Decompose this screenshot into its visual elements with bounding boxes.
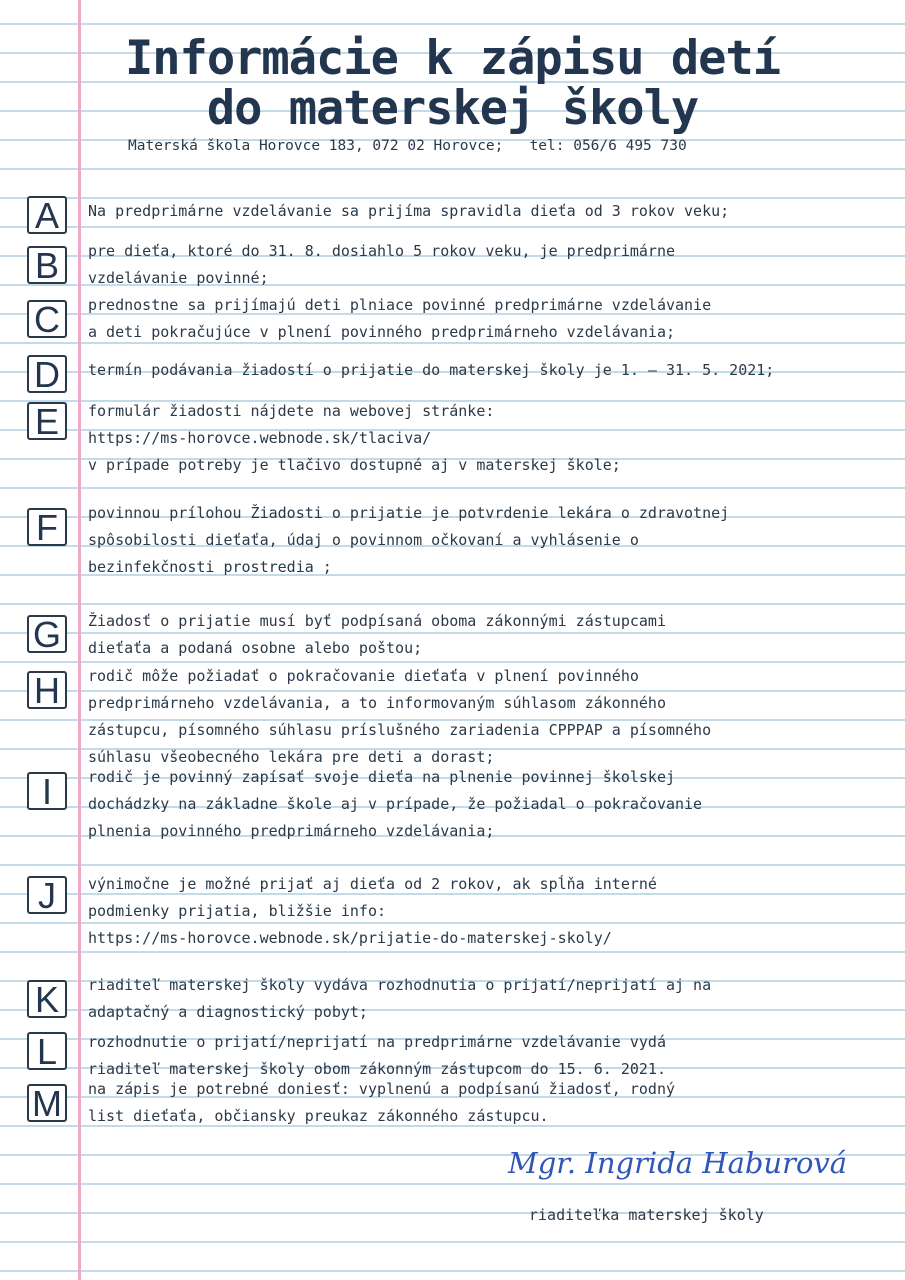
item-text-line: bezinfekčnosti prostredia ; [88, 558, 332, 576]
item-text-line: vzdelávanie povinné; [88, 269, 269, 287]
item-letter-badge: L [27, 1032, 67, 1070]
item-text-line: zástupcu, písomného súhlasu príslušného zariadenia CPPPAP a písomného [88, 721, 712, 739]
item-letter-badge: A [27, 196, 67, 234]
item-text-line: https://ms-horovce.webnode.sk/tlaciva/ [88, 429, 432, 447]
item-text [88, 871, 878, 952]
item-letter-badge: D [27, 355, 67, 393]
item-text-line: Žiadosť o prijatie musí byť podpísaná oboma zákonnými zástupcami [88, 612, 666, 630]
item-letter-badge: J [27, 876, 67, 914]
item-letter-badge: H [27, 671, 67, 709]
item-text-line: riaditeľ materskej školy obom zákonným zástupcom do 15. 6. 2021. [88, 1060, 666, 1078]
signature-role: riaditeľka materskej školy [529, 1206, 764, 1224]
item-text-line: list dieťaťa, občiansky preukaz zákonného zástupcu. [88, 1107, 549, 1125]
item-text-line: rodič môže požiadať o pokračovanie dieťaťa v plnení povinného [88, 667, 639, 685]
item-letter-badge: I [27, 772, 67, 810]
item-text-line: výnimočne je možné prijať aj dieťa od 2 rokov, ak spĺňa interné [88, 875, 657, 893]
item-text [88, 198, 878, 225]
item-letter-badge: F [27, 508, 67, 546]
item-text-line: rozhodnutie o prijatí/neprijatí na predprimárne vzdelávanie vydá [88, 1033, 666, 1051]
item-letter-badge: M [27, 1084, 67, 1122]
item-text-line: https://ms-horovce.webnode.sk/prijatie-do-materskej-skoly/ [88, 929, 612, 947]
item-text-line: formulár žiadosti nájdete na webovej stránke: [88, 402, 495, 420]
item-text-line: dieťaťa a podaná osobne alebo poštou; [88, 639, 423, 657]
signature-name: Mgr. Ingrida Haburová [508, 1146, 848, 1180]
item-text-line: predprimárneho vzdelávania, a to informovaným súhlasom zákonného [88, 694, 666, 712]
item-text [88, 1076, 878, 1130]
item-text [88, 972, 878, 1026]
item-text-line: súhlasu všeobecného lekára pre deti a dorast; [88, 748, 495, 766]
item-text-line: termín podávania žiadostí o prijatie do materskej školy je 1. – 31. 5. 2021; [88, 361, 775, 379]
item-text-line: a deti pokračujúce v plnení povinného predprimárneho vzdelávania; [88, 323, 675, 341]
item-text [88, 608, 878, 662]
item-text-line: povinnou prílohou Žiadosti o prijatie je potvrdenie lekára o zdravotnej [88, 504, 730, 522]
item-text-line: Na predprimárne vzdelávanie sa prijíma spravidla dieťa od 3 rokov veku; [88, 202, 730, 220]
page-title-line-1: Informácie k zápisu detí [124, 31, 781, 86]
item-text [88, 292, 878, 346]
item-text-line: v prípade potreby je tlačivo dostupné aj v materskej škole; [88, 456, 621, 474]
item-text-line: prednostne sa prijímajú deti plniace povinné predprimárne vzdelávanie [88, 296, 712, 314]
notebook-margin-line [78, 0, 81, 1280]
item-letter-badge: G [27, 615, 67, 653]
item-text [88, 764, 878, 845]
item-text-line: plnenia povinného predprimárneho vzdelávania; [88, 822, 495, 840]
page-title-line-2: do materskej školy [206, 81, 699, 136]
item-text [88, 500, 878, 581]
item-text-line: spôsobilosti dieťaťa, údaj o povinnom očkovaní a vyhlásenie o [88, 531, 639, 549]
item-text-line: adaptačný a diagnostický pobyt; [88, 1003, 368, 1021]
item-text [88, 398, 878, 479]
item-text-line: dochádzky na základne škole aj v prípade, že požiadal o pokračovanie [88, 795, 703, 813]
school-contact-info: Materská škola Horovce 183, 072 02 Horovce; tel: 056/6 495 730 [128, 138, 687, 154]
item-text-line: riaditeľ materskej školy vydáva rozhodnutia o prijatí/neprijatí aj na [88, 976, 712, 994]
item-letter-badge: E [27, 402, 67, 440]
item-text [88, 1029, 878, 1083]
item-text-line: podmienky prijatia, bližšie info: [88, 902, 387, 920]
item-text [88, 663, 878, 771]
item-letter-badge: B [27, 246, 67, 284]
item-text-line: rodič je povinný zapísať svoje dieťa na plnenie povinnej školskej [88, 768, 675, 786]
item-text-line: pre dieťa, ktoré do 31. 8. dosiahlo 5 rokov veku, je predprimárne [88, 242, 675, 260]
item-text [88, 238, 878, 292]
item-text [88, 357, 878, 384]
item-letter-badge: K [27, 980, 67, 1018]
item-text-line: na zápis je potrebné doniesť: vyplnenú a podpísanú žiadosť, rodný [88, 1080, 675, 1098]
item-letter-badge: C [27, 300, 67, 338]
